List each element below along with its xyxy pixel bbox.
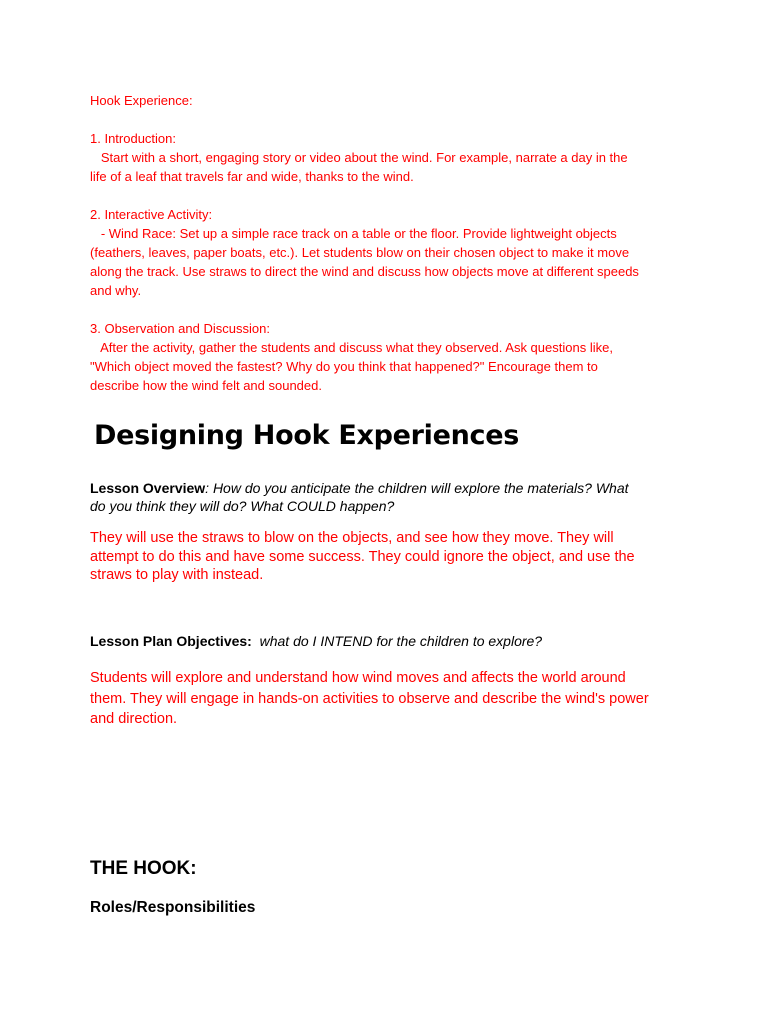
activity-line: - Wind Race: Set up a simple race track on a table or the floor. Provide lightweight objects <box>90 226 617 241</box>
observation-title: 3. Observation and Discussion: <box>90 321 270 336</box>
hook-experience-heading: Hook Experience: <box>90 93 193 108</box>
lesson-overview-question-text: : How do you anticipate the children will explore the materials? What <box>205 480 629 496</box>
introduction-line: life of a leaf that travels far and wide, thanks to the wind. <box>90 169 414 184</box>
objectives-question <box>90 632 690 650</box>
observation-line: "Which object moved the fastest? Why do you think that happened?" Encourage them to <box>90 359 598 374</box>
activity-line: and why. <box>90 283 142 298</box>
activity-title: 2. Interactive Activity: <box>90 207 213 222</box>
objectives-label: Lesson Plan Objectives: <box>90 633 252 649</box>
activity-line: (feathers, leaves, paper boats, etc.). Let students blow on their chosen object to make it move <box>90 245 630 260</box>
objectives-answer-line: and direction. <box>90 711 178 727</box>
roles-responsibilities-heading: Roles/Responsibilities <box>90 899 256 916</box>
observation-line: After the activity, gather the students and discuss what they observed. Ask questions like, <box>90 340 613 355</box>
introduction-title: 1. Introduction: <box>90 131 176 146</box>
introduction-line: Start with a short, engaging story or video about the wind. For example, narrate a day in the <box>90 150 628 165</box>
lesson-overview-answer-line: attempt to do this and have some success. They could ignore the object, and use the <box>90 549 635 565</box>
activity-line: along the track. Use straws to direct the wind and discuss how objects move at different speeds <box>90 264 639 279</box>
lesson-overview-question-continued <box>90 497 690 515</box>
the-hook-heading: THE HOOK: <box>90 858 197 879</box>
objectives-answer-line: them. They will engage in hands-on activities to observe and describe the wind's power <box>90 691 649 707</box>
lesson-overview-question-text: do you think they will do? What COULD happen? <box>90 498 395 514</box>
objectives-question-text: what do I INTEND for the children to explore? <box>251 633 543 649</box>
objectives-answer-line: Students will explore and understand how wind moves and affects the world around <box>90 670 626 686</box>
lesson-overview-answer-line: They will use the straws to blow on the objects, and see how they move. They will <box>90 530 614 546</box>
page-title: Designing Hook Experiences <box>94 420 520 451</box>
lesson-overview-label: Lesson Overview <box>90 480 206 496</box>
lesson-overview-answer-line: straws to play with instead. <box>90 567 264 583</box>
lesson-overview-question <box>90 479 690 497</box>
hook-experience-section <box>90 91 680 395</box>
observation-line: describe how the wind felt and sounded. <box>90 378 322 393</box>
